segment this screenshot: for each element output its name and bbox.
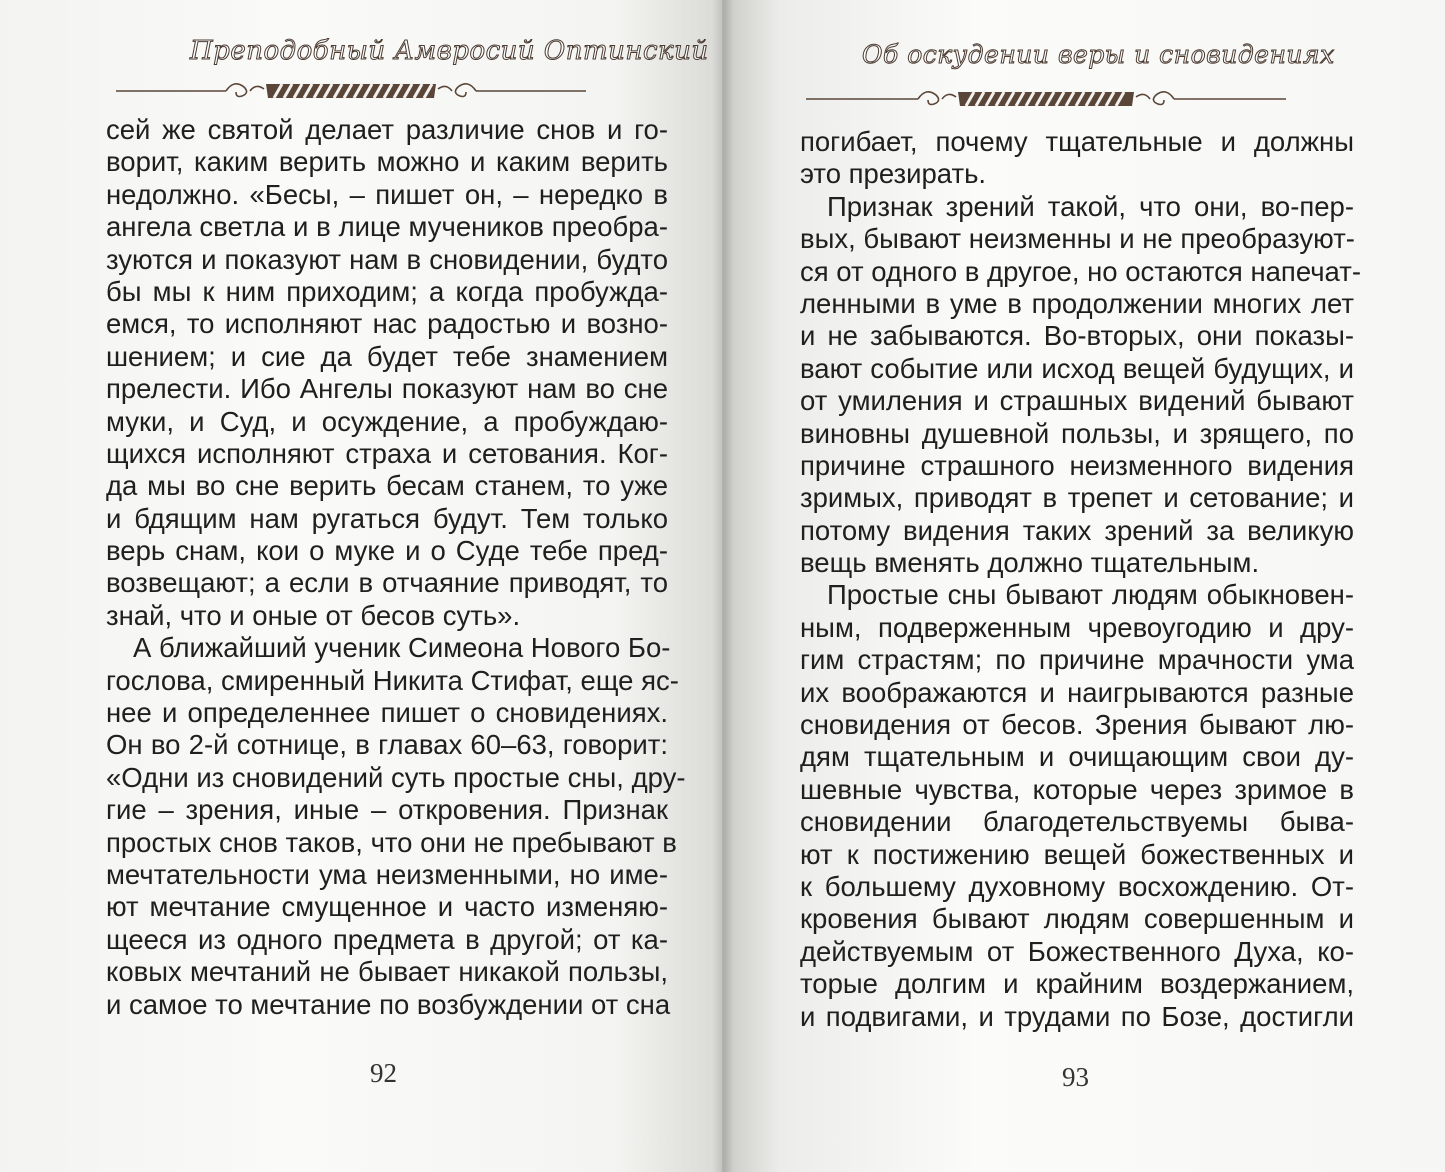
text-line: нее и определеннее пишет о сновидениях.: [106, 697, 668, 729]
text-line: дям тщательным и очищающим свои ду-: [800, 741, 1354, 773]
text-line: недолжно. «Бесы, – пишет он, – нередко в: [106, 178, 668, 210]
text-line: вых, бывают неизменны и не преобразуют-: [800, 223, 1355, 255]
text-line: знай, что и оные от бесов суть».: [106, 599, 521, 631]
text-line: емся, то исполняют нас радостью и возно-: [106, 308, 668, 340]
text-line: мечтательности ума неизменными, но име-: [106, 858, 668, 890]
text-line: Он во 2-й сотнице, в главах 60–63, говорит:: [106, 729, 668, 761]
text-line: Простые сны бывают людям обыкновен-: [827, 579, 1354, 611]
text-line: А ближайший ученик Симеона Нового Бо-: [133, 632, 671, 664]
text-line: бы мы к ним приходим; а когда пробужда-: [106, 275, 668, 307]
text-line: и бдящим нам ругаться будут. Тем только: [106, 502, 668, 534]
scroll-rope-divider-icon: [116, 74, 586, 108]
text-line: к большему духовному восхождению. От-: [800, 870, 1354, 902]
text-line: муки, и Суд, и осуждение, а пробуждаю-: [106, 405, 668, 437]
page-number-right: 93: [1062, 1062, 1089, 1092]
text-line: сновидении благодетельствуемы быва-: [800, 806, 1354, 838]
body-text-right: [800, 126, 1361, 1033]
text-line: щееся из одного предмета в другой; от ка-: [106, 923, 668, 955]
text-line: щихся исполняют страха и сетования. Ког-: [106, 437, 668, 469]
text-line: сей же святой делает различие снов и го-: [106, 114, 668, 145]
text-line: ся от одного в другое, но остаются напечат-: [800, 255, 1361, 287]
text-line: от умиления и страшных видений бывают: [800, 385, 1354, 417]
text-line: зуются и показуют нам в сновидении, будто: [106, 243, 668, 275]
text-line: и самое то мечтание по возбуждении от сна: [106, 988, 671, 1020]
text-line: ковых мечтаний не бывает никакой пользы,: [106, 956, 668, 988]
text-line: виновны душевной пользы, и зрящего, по: [800, 417, 1354, 449]
text-line: «Одни из сновидений суть простые сны, дру-: [106, 761, 686, 793]
text-line: гослова, смиренный Никита Стифат, еще яс-: [106, 664, 679, 696]
text-line: верь снам, кои о муке и о Суде тебе пред-: [106, 535, 668, 567]
text-line: шением; и сие да будет тебе знамением: [106, 340, 668, 372]
text-line: зримых, приводят в трепет и сетование; и: [800, 482, 1354, 514]
text-line: вещь вменять должно тщательным.: [800, 547, 1260, 579]
book-gutter-shadow: [712, 0, 734, 1172]
text-line: погибает, почему тщательные и должны: [800, 126, 1354, 157]
text-line: ют к постижению вещей божественных и: [800, 838, 1354, 870]
text-line: и не забываются. Во-вторых, они показы-: [800, 320, 1354, 352]
text-line: действуемым от Божественного Духа, ко-: [800, 935, 1354, 967]
text-line: кровения бывают людям совершенным и: [800, 903, 1354, 935]
page-number-left: 92: [370, 1058, 397, 1088]
text-line: гим страстям; по причине мрачности ума: [800, 644, 1354, 676]
text-line: их воображаются и наигрываются разные: [800, 676, 1354, 708]
text-line: гие – зрения, иные – откровения. Признак: [106, 794, 668, 826]
text-line: вают событие или исход вещей будущих, и: [800, 352, 1354, 384]
text-line: ным, подверженным чревоугодию и дру-: [800, 611, 1354, 643]
left-page: [0, 0, 722, 1172]
text-line: простых снов таков, что они не пребывают в: [106, 826, 677, 858]
text-line: возвещают; а если в отчаяние приводят, то: [106, 567, 668, 599]
text-line: шевные чувства, которые через зримое в: [800, 773, 1354, 805]
text-line: да мы во сне верить бесам станем, то уже: [106, 470, 668, 502]
text-line: прелести. Ибо Ангелы показуют нам во сне: [106, 373, 668, 405]
running-head-right: Об оскудении веры и сновидениях: [862, 40, 1335, 69]
right-page: [722, 0, 1445, 1172]
text-line: причине страшного неизменного видения: [800, 449, 1354, 481]
text-line: ленными в уме в продолжении многих лет: [800, 287, 1354, 319]
text-line: это презирать.: [800, 158, 987, 190]
text-line: Признак зрений такой, что они, во-пер-: [827, 190, 1354, 222]
text-line: сновидения от бесов. Зрения бывают лю-: [800, 709, 1354, 741]
text-line: ют мечтание смущенное и часто изменяю-: [106, 891, 668, 923]
running-head-left: Преподобный Амвросий Оптинский: [190, 36, 709, 66]
text-line: ангела светла и в лице мучеников преобра-: [106, 211, 668, 243]
body-text-left: [106, 114, 686, 1021]
text-line: торые долгим и крайним воздержанием,: [800, 968, 1354, 1000]
text-line: потому видения таких зрений за великую: [800, 514, 1354, 546]
text-line: и подвигами, и трудами по Бозе, достигли: [800, 1000, 1354, 1032]
text-line: ворит, каким верить можно и каким верить: [106, 146, 668, 178]
scroll-rope-divider-icon: [806, 82, 1286, 116]
